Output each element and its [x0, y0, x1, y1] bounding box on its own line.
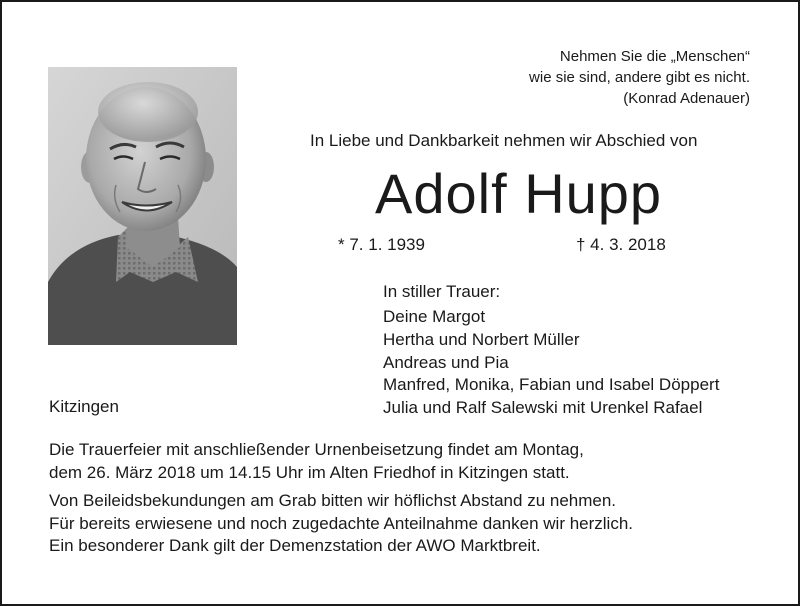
- mourner-name: Julia und Ralf Salewski mit Urenkel Rafael: [383, 398, 703, 418]
- portrait-photo: [48, 67, 237, 345]
- funeral-info: [49, 439, 584, 484]
- mourners-heading: In stiller Trauer:: [383, 282, 501, 301]
- closing-notes: [49, 490, 633, 558]
- note-line: Von Beileidsbekundungen am Grab bitten wir höflichst Abstand zu nehmen.: [49, 491, 617, 510]
- quote-block: [470, 46, 750, 109]
- intro-text: In Liebe und Dankbarkeit nehmen wir Abschied von: [310, 131, 698, 150]
- place-name: Kitzingen: [49, 397, 119, 416]
- death-date: † 4. 3. 2018: [576, 235, 666, 254]
- note-line: Ein besonderer Dank gilt der Demenzstation der AWO Marktbreit.: [49, 536, 541, 555]
- funeral-line: dem 26. März 2018 um 14.15 Uhr im Alten Friedhof in Kitzingen statt.: [49, 462, 570, 482]
- mourners-list: [383, 306, 719, 420]
- mourner-name: Andreas und Pia: [383, 352, 509, 372]
- quote-line: wie sie sind, andere gibt es nicht.: [529, 69, 750, 86]
- mourner-name: Hertha und Norbert Müller: [383, 329, 580, 349]
- deceased-name: Adolf Hupp: [375, 162, 663, 225]
- note-line: Für bereits erwiesene und noch zugedachte Anteilnahme danken wir herzlich.: [49, 513, 634, 533]
- quote-line: Nehmen Sie die „Menschen“: [559, 48, 750, 65]
- mourner-name: Deine Margot: [383, 307, 486, 326]
- funeral-line: Die Trauerfeier mit anschließender Urnenbeisetzung findet am Montag,: [49, 440, 584, 459]
- birth-date: * 7. 1. 1939: [338, 235, 425, 254]
- quote-author: (Konrad Adenauer): [623, 90, 750, 107]
- mourner-name: Manfred, Monika, Fabian und Isabel Döppert: [383, 375, 720, 395]
